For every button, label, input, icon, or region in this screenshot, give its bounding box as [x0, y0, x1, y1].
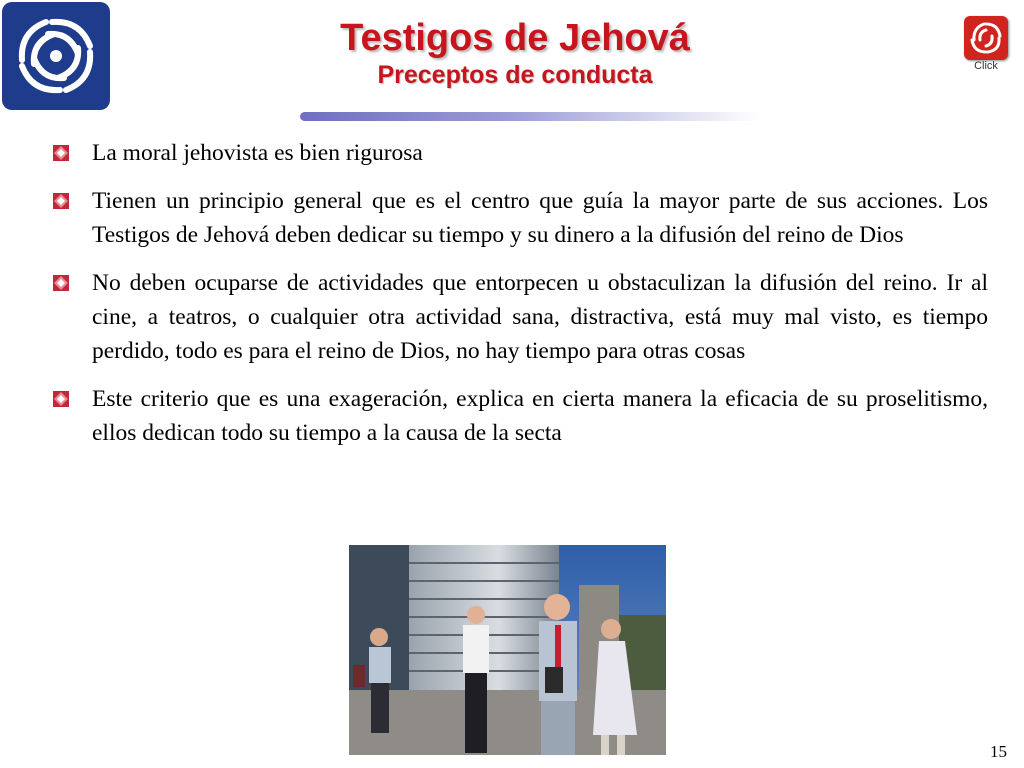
- bullet-diamond-icon: [52, 274, 70, 292]
- bullet-item: [52, 266, 988, 368]
- bullet-diamond-icon: [52, 192, 70, 210]
- bullet-text: No deben ocuparse de actividades que entorpecen u obstaculizan la difusión del reino. Ir al cine, a teatros, o cualquier otra actividad sana, distractiva, está muy mal visto, es tiempo perdido, todo es para el reino de Dios, no hay tiempo para otras cosas: [92, 270, 988, 364]
- bullet-text: La moral jehovista es bien rigurosa: [92, 140, 423, 166]
- slide-subtitle: Preceptos de conducta: [377, 61, 653, 89]
- bullet-text: Este criterio que es una exageración, explica en cierta manera la eficacia de su proselitismo, ellos dedican todo su tiempo a la causa de la secta: [92, 386, 988, 446]
- bullet-list: [52, 136, 988, 464]
- slide-title: Testigos de Jehová: [340, 17, 690, 59]
- bullet-item: [52, 184, 988, 252]
- bullet-item: [52, 382, 988, 450]
- bullet-diamond-icon: [52, 144, 70, 162]
- logo: [2, 2, 110, 110]
- page-number: 15: [990, 742, 1007, 761]
- title-block: [250, 16, 780, 90]
- bullet-text: Tienen un principio general que es el centro que guía la mayor parte de sus acciones. Los Testigos de Jehová deben dedicar su tiempo y su dinero a la difusión del reino de Dios: [92, 188, 988, 248]
- bullet-diamond-icon: [52, 390, 70, 408]
- click-label: Click: [974, 60, 998, 72]
- photo-street-scene: [349, 545, 666, 755]
- click-button[interactable]: [964, 16, 1008, 60]
- swirl-icon: [964, 16, 1008, 60]
- title-underline: [300, 112, 760, 121]
- logo-emblem-icon: [2, 2, 110, 110]
- bullet-item: [52, 136, 988, 170]
